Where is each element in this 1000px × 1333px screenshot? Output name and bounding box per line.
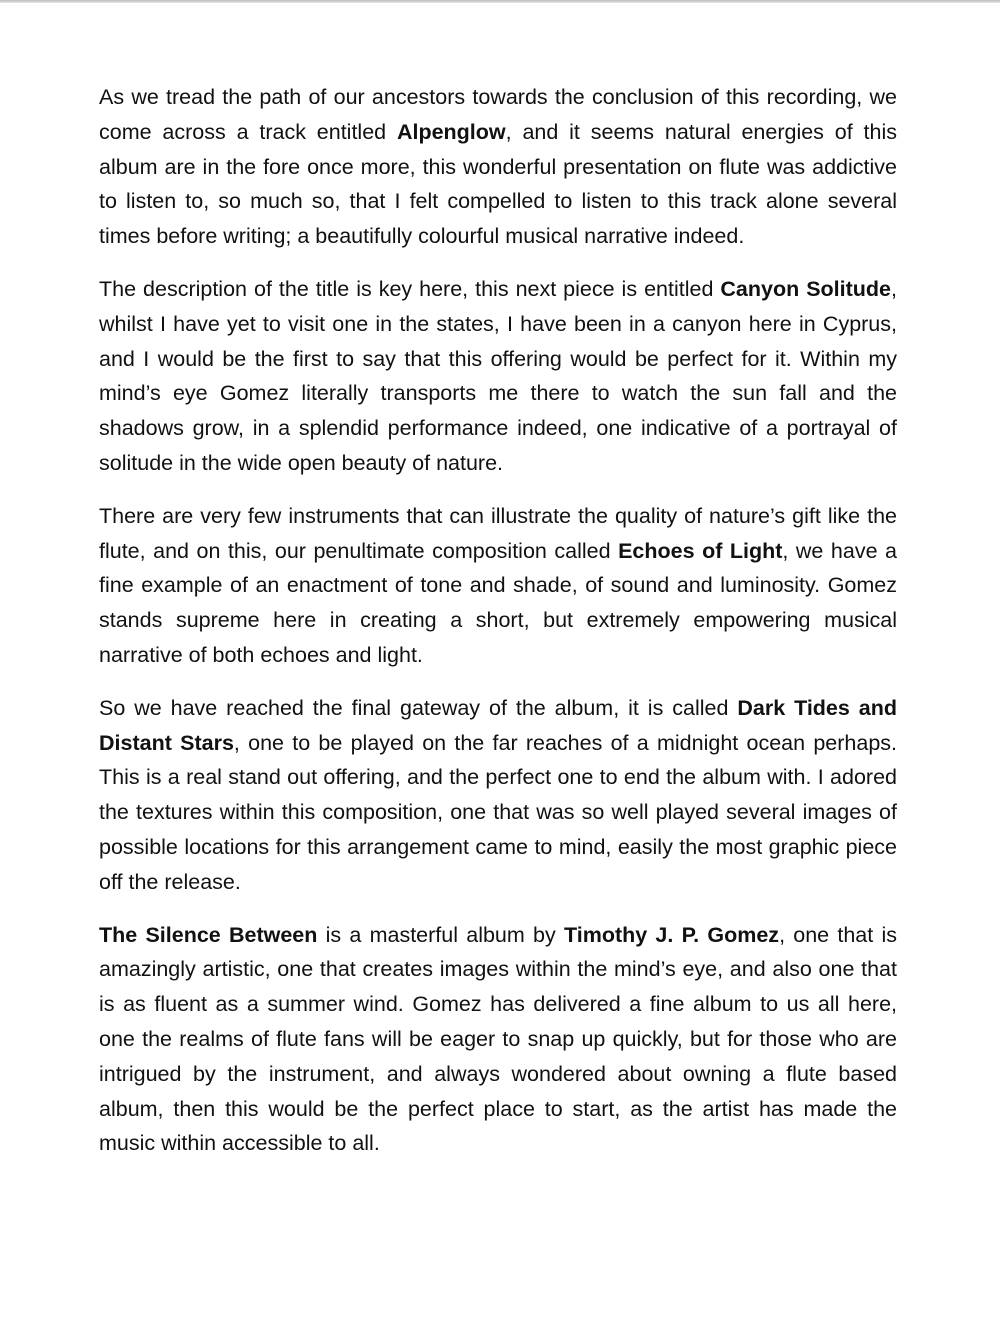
- paragraph-text: There are very few instruments that can illustrate the quality of nature’s gift like the flute, and on this, our penultimate composition called: [99, 503, 897, 563]
- paragraph-text: , and it seems natural energies of this album are in the fore once more, this wonderful presentation on flute was addictive to listen to, so much so, that I felt compelled to listen to this track alone several times before writing; a beautifully colourful musical narrative indeed.: [99, 119, 897, 249]
- paragraph-text: , one that is amazingly artistic, one that creates images within the mind’s eye, and also one that is as fluent as a summer wind. Gomez has delivered a fine album to us all here, one the realms of flute fans will be eager to snap up quickly, but for those who are intrigued by the instrument, and always wondered about owning a flute based album, then this would be the perfect place to start, as the artist has made the music within accessible to all.: [99, 922, 897, 1156]
- artist-name: Timothy J. P. Gomez: [563, 922, 780, 947]
- paragraph-text: So we have reached the final gateway of the album, it is called: [99, 695, 738, 720]
- paragraph-dark-tides: [99, 691, 897, 900]
- track-title-echoes-of-light: Echoes of Light: [618, 538, 783, 563]
- paragraph-text: , we have a fine example of an enactment of tone and shade, of sound and luminosity. Gomez stands supreme here in creating a short, but extremely empowering musical narrative of both echoes and light.: [99, 538, 898, 667]
- track-title-dark-tides: Dark Tides and Distant Stars: [99, 695, 897, 755]
- paragraph-canyon-solitude: [99, 272, 897, 481]
- track-title-canyon-solitude: Canyon Solitude: [720, 276, 892, 301]
- paragraph-alpenglow: [99, 80, 897, 254]
- paragraph-text: is a masterful album by: [317, 922, 564, 947]
- album-title: The Silence Between: [99, 922, 318, 947]
- paragraph-text: As we tread the path of our ancestors towards the conclusion of this recording, we come across a track entitled: [99, 85, 897, 144]
- track-title-alpenglow: Alpenglow: [396, 119, 506, 144]
- paragraph-text: , whilst I have yet to visit one in the states, I have been in a canyon here in Cyprus, and I would be the first to say that this offering would be perfect for it. Within my mind’s eye Gomez literally transports me there to watch the sun fall and the shadows grow, in a splendid performance indeed, one indicative of a portrayal of solitude in the wide open beauty of nature.: [99, 276, 897, 475]
- paragraph-echoes-of-light: [99, 499, 897, 673]
- review-page: [99, 80, 897, 1179]
- paragraph-conclusion: [99, 918, 897, 1162]
- paragraph-text: The description of the title is key here, this next piece is entitled: [99, 276, 721, 301]
- paragraph-text: , one to be played on the far reaches of a midnight ocean perhaps. This is a real stand out offering, and the perfect one to end the album with. I adored the textures within this composition, one that was so well played several images of possible locations for this arrangement came to mind, easily the most graphic piece off the release.: [99, 730, 898, 894]
- page-top-edge: [0, 0, 1000, 3]
